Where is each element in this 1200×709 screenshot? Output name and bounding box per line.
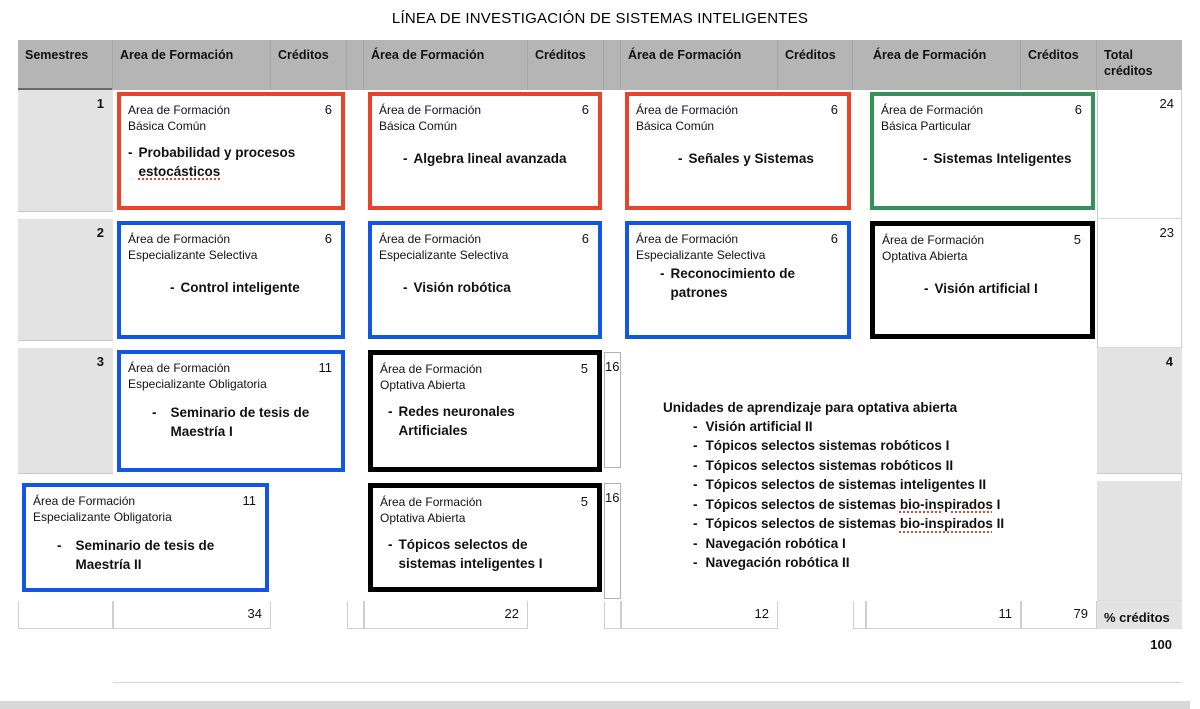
semester-number-4: 4 — [1097, 348, 1182, 474]
course-name: - Seminario de tesis de Maestría II — [57, 538, 215, 572]
box-area-label: Area de Formación — [128, 103, 231, 117]
electives-item: - Tópicos selectos sistemas robóticos II — [693, 457, 954, 473]
header-spacer-3 — [853, 40, 867, 90]
box-area-type: Optativa Abierta — [380, 378, 466, 393]
row-total-s3: 16 — [604, 352, 621, 468]
box-area-label: Área de Formación — [33, 494, 136, 508]
box-area-label: Área de Formación — [380, 362, 483, 376]
course-name: - Señales y Sistemas — [678, 151, 814, 167]
box-area-type: Especializante Selectiva — [128, 248, 258, 263]
box-area-label: Área de Formación — [128, 232, 231, 246]
box-credits: 6 — [830, 231, 838, 246]
box-credits: 6 — [581, 231, 589, 246]
course-name: - Visión robótica — [403, 280, 511, 296]
curriculum-table — [18, 40, 1182, 683]
box-area-type: Básica Particular — [881, 119, 972, 134]
electives-title: Unidades de aprendizaje para optativa abierta — [663, 400, 958, 415]
course-name: - Probabilidad y procesos estocásticos — [128, 145, 296, 179]
header-spacer-1 — [347, 40, 364, 90]
box-area-type: Básica Común — [379, 119, 458, 134]
box-area-type: Especializante Selectiva — [636, 248, 766, 263]
box-credits: 6 — [830, 102, 838, 117]
electives-item: - Navegación robótica II — [693, 555, 850, 571]
header-area-2: Área de Formación — [364, 40, 528, 90]
course-name: - Reconocimiento de patrones — [660, 266, 796, 300]
electives-item: - Navegación robótica I — [693, 535, 846, 551]
totals-credits-1: 34 — [113, 601, 271, 629]
course-box-s2-optativa — [870, 221, 1095, 339]
box-credits: 11 — [318, 360, 332, 375]
percent-credits-label: % créditos — [1097, 601, 1182, 629]
electives-item: - Tópicos selectos de sistemas inteligentes II — [693, 477, 987, 493]
misspelled-word: bio-inspirados — [899, 516, 993, 532]
box-area-type: Especializante Obligatoria — [33, 510, 172, 525]
totals-row-label-spacer — [1097, 481, 1182, 601]
course-box-s2-selectiva-1 — [117, 221, 345, 339]
box-area-type: Optativa Abierta — [380, 511, 466, 526]
box-area-label: Área de Formación — [379, 232, 482, 246]
row-total-s2: 23 — [1097, 219, 1182, 348]
header-total-creditos: Total créditos — [1097, 40, 1182, 90]
course-box-s4-optativa — [368, 483, 602, 592]
header-area-3: Área de Formación — [621, 40, 778, 90]
box-area-label: Área de Formación — [636, 103, 739, 117]
course-box-s1-basica-particular — [870, 92, 1095, 210]
box-credits: 6 — [581, 102, 589, 117]
totals-credits-3: 12 — [621, 601, 778, 629]
course-box-s1-basica-comun-3 — [625, 92, 851, 210]
totals-blank-3 — [604, 601, 621, 629]
electives-item: - Tópicos selectos sistemas robóticos I — [693, 438, 950, 454]
course-box-s1-basica-comun-2 — [368, 92, 602, 210]
misspelled-word: estocásticos — [138, 163, 221, 179]
course-box-s4-obligatoria — [22, 483, 269, 592]
electives-note — [621, 348, 1097, 601]
header-spacer-2 — [604, 40, 621, 90]
box-area-type: Especializante Obligatoria — [128, 377, 267, 392]
header-area-1: Area de Formación — [113, 40, 271, 90]
course-name: - Visión artificial I — [924, 281, 1038, 297]
course-name: - Sistemas Inteligentes — [923, 151, 1072, 167]
box-area-type: Especializante Selectiva — [379, 248, 509, 263]
totals-blank-1 — [18, 601, 113, 629]
course-name: - Algebra lineal avanzada — [403, 151, 567, 167]
box-credits: 5 — [1073, 232, 1081, 247]
course-name: - Redes neuronales Artificiales — [388, 404, 515, 438]
header-creditos-3: Créditos — [778, 40, 853, 90]
row-total-s4: 16 — [604, 483, 621, 599]
box-area-label: Área de Formación — [379, 103, 482, 117]
totals-blank-2 — [347, 601, 364, 629]
semester-number-3: 3 — [18, 348, 113, 474]
electives-item: - Tópicos selectos de sistemas bio-inspirados I — [693, 496, 1001, 512]
course-box-s2-selectiva-2 — [368, 221, 602, 339]
course-box-s3-optativa — [368, 350, 602, 472]
totals-grand-total: 79 — [1021, 601, 1097, 629]
box-area-label: Área de Formación — [128, 361, 231, 375]
box-credits: 5 — [580, 494, 588, 509]
electives-list — [693, 417, 1097, 573]
box-credits: 5 — [580, 361, 588, 376]
header-creditos-4: Créditos — [1021, 40, 1097, 90]
header-area-4: Área de Formación — [866, 40, 1021, 90]
totals-credits-4: 11 — [866, 601, 1021, 629]
box-credits: 6 — [1074, 102, 1082, 117]
box-area-label: Área de Formación — [881, 103, 984, 117]
page-title: LÍNEA DE INVESTIGACIÓN DE SISTEMAS INTELIGENTES — [391, 10, 809, 27]
header-creditos-2: Créditos — [528, 40, 604, 90]
totals-credits-2: 22 — [364, 601, 528, 629]
course-name: - Control inteligente — [170, 280, 300, 296]
box-area-label: Área de Formación — [882, 233, 985, 247]
next-row-partial-strip — [0, 701, 1190, 709]
row-total-s1: 24 — [1097, 90, 1182, 219]
course-box-s3-obligatoria — [117, 350, 345, 472]
box-area-label: Área de Formación — [380, 495, 483, 509]
semester-number-2: 2 — [18, 219, 113, 341]
box-area-type: Básica Común — [128, 119, 207, 134]
course-name: - Seminario de tesis de Maestría I — [152, 405, 310, 439]
course-box-s1-basica-comun-1 — [117, 92, 345, 210]
box-credits: 6 — [324, 231, 332, 246]
electives-item: - Tópicos selectos de sistemas bio-inspirados II — [693, 516, 1005, 532]
semester-number-1: 1 — [18, 90, 113, 212]
misspelled-word: bio-inspirados — [899, 496, 993, 512]
box-area-label: Área de Formación — [636, 232, 739, 246]
box-credits: 11 — [242, 493, 256, 508]
course-name: - Tópicos selectos de sistemas inteligentes I — [388, 537, 543, 571]
course-box-s2-selectiva-3 — [625, 221, 851, 339]
box-area-type: Optativa Abierta — [882, 249, 968, 264]
electives-item: - Visión artificial II — [693, 419, 813, 434]
header-creditos-1: Créditos — [271, 40, 347, 90]
totals-blank-4 — [853, 601, 866, 629]
header-semestres: Semestres — [18, 40, 113, 90]
percent-credits-value: 100 — [113, 629, 1182, 683]
box-credits: 6 — [324, 102, 332, 117]
box-area-type: Básica Común — [636, 119, 715, 134]
